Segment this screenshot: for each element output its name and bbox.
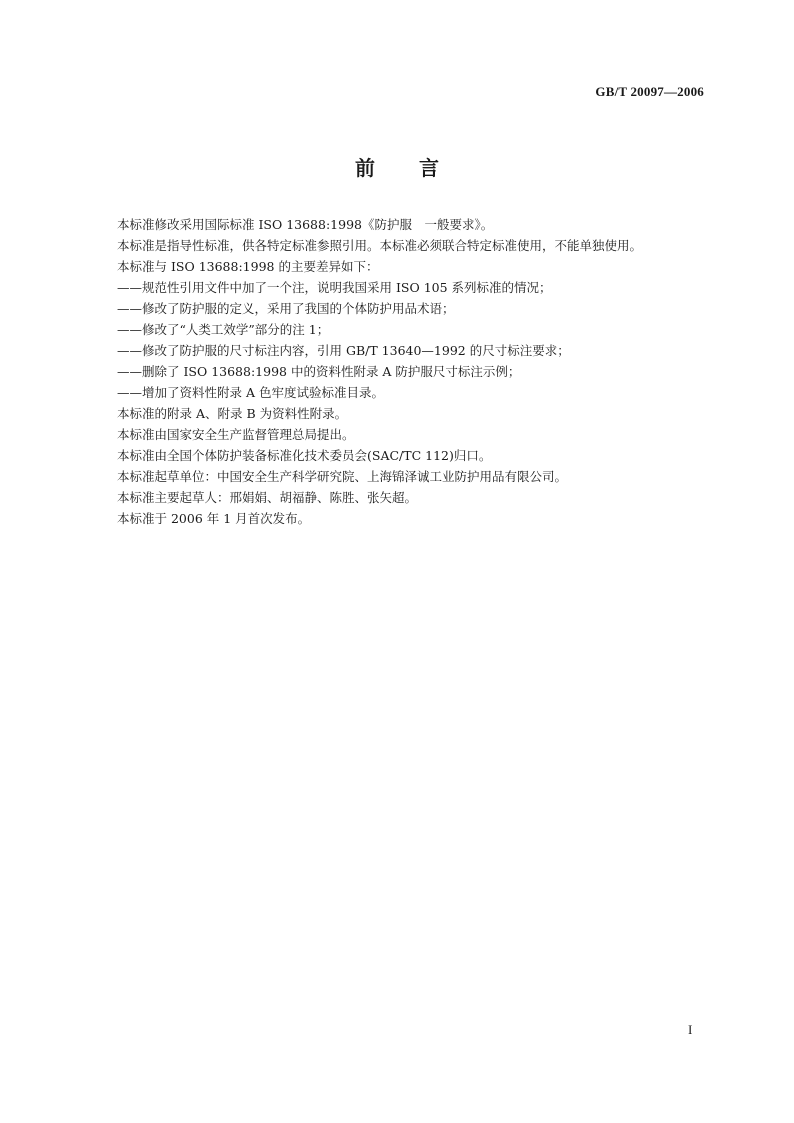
paragraph: 本标准的附录 A、附录 B 为资料性附录。	[117, 406, 348, 421]
paragraph: 本标准是指导性标准，供各特定标准参照引用。本标准必须联合特定标准使用，不能单独使用。	[117, 238, 643, 253]
page-title: 前言	[355, 156, 483, 180]
paragraph: 本标准修改采用国际标准 ISO 13688:1998《防护服 一般要求》。	[117, 217, 494, 232]
paragraph: 本标准与 ISO 13688:1998 的主要差异如下：	[117, 259, 379, 274]
difference-item: ——修改了防护服的尺寸标注内容，引用 GB/T 13640—1992 的尺寸标注要求；	[117, 343, 570, 358]
paragraph: 本标准起草单位：中国安全生产科学研究院、上海锦泽诚工业防护用品有限公司。	[117, 469, 568, 484]
standard-number: GB/T 20097—2006	[595, 84, 704, 99]
page-number: I	[688, 1022, 693, 1037]
difference-item: ——增加了资料性附录 A 色牢度试验标准目录。	[117, 385, 384, 400]
foreword-body	[117, 214, 717, 529]
difference-item: ——规范性引用文件中加了一个注，说明我国采用 ISO 105 系列标准的情况；	[117, 280, 552, 295]
paragraph: 本标准由全国个体防护装备标准化技术委员会(SAC/TC 112)归口。	[117, 448, 492, 463]
difference-item: ——修改了“人类工效学”部分的注 1；	[117, 322, 330, 337]
difference-item: ——修改了防护服的定义，采用了我国的个体防护用品术语；	[117, 301, 455, 316]
paragraph: 本标准由国家安全生产监督管理总局提出。	[117, 427, 355, 442]
difference-item: ——删除了 ISO 13688:1998 中的资料性附录 A 防护服尺寸标注示例；	[117, 364, 521, 379]
paragraph: 本标准于 2006 年 1 月首次发布。	[117, 511, 311, 526]
paragraph: 本标准主要起草人：邢娟娟、胡福静、陈胜、张矢超。	[117, 490, 418, 505]
